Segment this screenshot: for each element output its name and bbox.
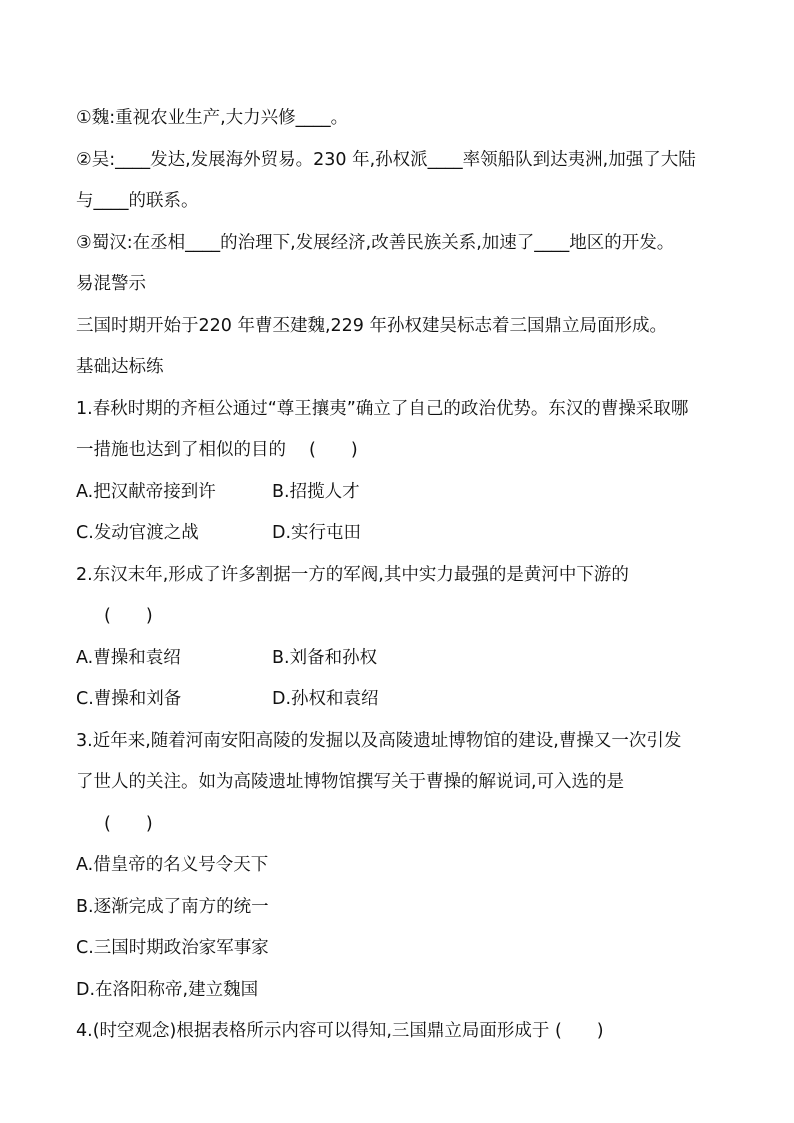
- question-2-answer-bracket: ( ): [104, 606, 153, 626]
- question-2-option-b[interactable]: B.刘备和孙权: [272, 648, 378, 668]
- tip-heading: 易混警示: [76, 274, 146, 294]
- question-2-option-d[interactable]: D.孙权和袁绍: [272, 689, 379, 709]
- question-3-stem-cont: 了世人的关注。如为高陵遗址博物馆撰写关于曹操的解说词,可入选的是: [76, 772, 625, 792]
- wu-policy-line: ②吴:____发达,发展海外贸易。230 年,孙权派____率领船队到达夷洲,加强了大陆: [76, 150, 696, 170]
- question-2-stem: 2.东汉末年,形成了许多割据一方的军阀,其中实力最强的是黄河中下游的: [76, 565, 629, 585]
- question-1-stem: 1.春秋时期的齐桓公通过“尊王攘夷”确立了自己的政治优势。东汉的曹操采取哪: [76, 399, 689, 419]
- question-3-answer-bracket: ( ): [104, 814, 153, 834]
- question-4-stem: 4.(时空观念)根据表格所示内容可以得知,三国鼎立局面形成于 ( ): [76, 1021, 604, 1041]
- question-3-stem: 3.近年来,随着河南安阳高陵的发掘以及高陵遗址博物馆的建设,曹操又一次引发: [76, 731, 682, 751]
- question-3-option-d[interactable]: D.在洛阳称帝,建立魏国: [76, 980, 259, 1000]
- section-heading: 基础达标练: [76, 357, 164, 377]
- question-2-options-row-1: [76, 646, 734, 670]
- question-1-option-c[interactable]: C.发动官渡之战: [76, 523, 199, 543]
- question-3-option-c[interactable]: C.三国时期政治家军事家: [76, 938, 269, 958]
- question-2-option-c[interactable]: C.曹操和刘备: [76, 689, 182, 709]
- shu-policy-line: ③蜀汉:在丞相____的治理下,发展经济,改善民族关系,加速了____地区的开发。: [76, 233, 675, 253]
- question-1-option-d[interactable]: D.实行屯田: [272, 523, 362, 543]
- question-1-stem-cont: 一措施也达到了相似的目的 ( ): [76, 440, 358, 460]
- question-1-options-row-2: [76, 521, 734, 545]
- question-3-option-a[interactable]: A.借皇帝的名义号令天下: [76, 855, 269, 875]
- wu-policy-line-cont: 与____的联系。: [76, 191, 199, 211]
- question-3-option-b[interactable]: B.逐渐完成了南方的统一: [76, 897, 269, 917]
- question-1-option-a[interactable]: A.把汉献帝接到许: [76, 482, 216, 502]
- question-2-option-a[interactable]: A.曹操和袁绍: [76, 648, 181, 668]
- wei-policy-line: ①魏:重视农业生产,大力兴修____。: [76, 108, 349, 128]
- question-1-options-row-1: [76, 480, 734, 504]
- question-1-option-b[interactable]: B.招揽人才: [272, 482, 360, 502]
- tip-text: 三国时期开始于220 年曹丕建魏,229 年孙权建吴标志着三国鼎立局面形成。: [76, 316, 667, 336]
- question-2-options-row-2: [76, 687, 734, 711]
